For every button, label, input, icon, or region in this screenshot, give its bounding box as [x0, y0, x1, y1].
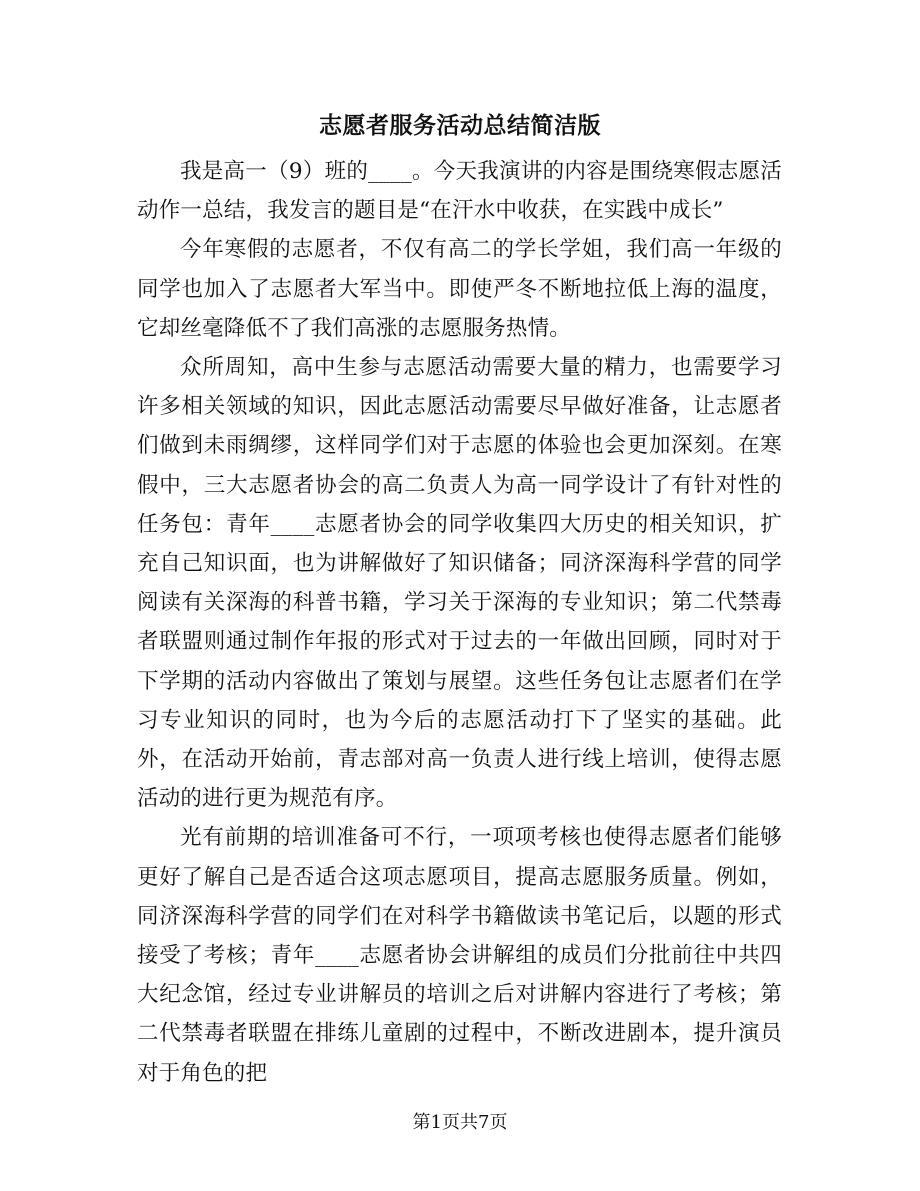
paragraph-intro: 我是高一（9）班的____。今天我演讲的内容是围绕寒假志愿活动作一总结，我发言的题目是“在汗水中收获，在实践中成长” — [137, 159, 782, 224]
page-number-footer: 第1页共7页 — [412, 1112, 508, 1133]
paragraph-volunteers: 今年寒假的志愿者，不仅有高二的学长学姐，我们高一年级的同学也加入了志愿者大军当中。即使严冬不断地拉低上海的温度，它却丝毫降低不了我们高涨的志愿服务热情。 — [137, 237, 782, 341]
document-body — [137, 152, 782, 1093]
paragraph-preparation: 众所周知，高中生参与志愿活动需要大量的精力，也需要学习许多相关领域的知识，因此志愿活动需要尽早做好准备，让志愿者们做到未雨绸缪，这样同学们对于志愿的体验也会更加深刻。在寒假中，三大志愿者协会的高二负责人为高一同学设计了有针对性的任务包：青年____志愿者协会的同学收集四大历史的相关知识，扩充自己知识面，也为讲解做好了知识储备；同济深海科学营的同学阅读有关深海的科普书籍，学习关于深海的专业知识；第二代禁毒者联盟则通过制作年报的形式对于过去的一年做出回顾，同时对于下学期的活动内容做出了策划与展望。这些任务包让志愿者们在学习专业知识的同时，也为今后的志愿活动打下了坚实的基础。此外，在活动开始前，青志部对高一负责人进行线上培训，使得志愿活动的进行更为规范有序。 — [137, 355, 782, 812]
document-title: 志愿者服务活动总结简洁版 — [319, 113, 601, 139]
paragraph-assessment: 光有前期的培训准备可不行，一项项考核也使得志愿者们能够更好了解自己是否适合这项志愿项目，提高志愿服务质量。例如，同济深海科学营的同学们在对科学书籍做读书笔记后，以题的形式接受了考核；青年____志愿者协会讲解组的成员们分批前往中共四大纪念馆，经过专业讲解员的培训之后对讲解内容进行了考核；第二代禁毒者联盟在排练儿童剧的过程中，不断改进剧本，提升演员对于角色的把 — [137, 825, 782, 1086]
